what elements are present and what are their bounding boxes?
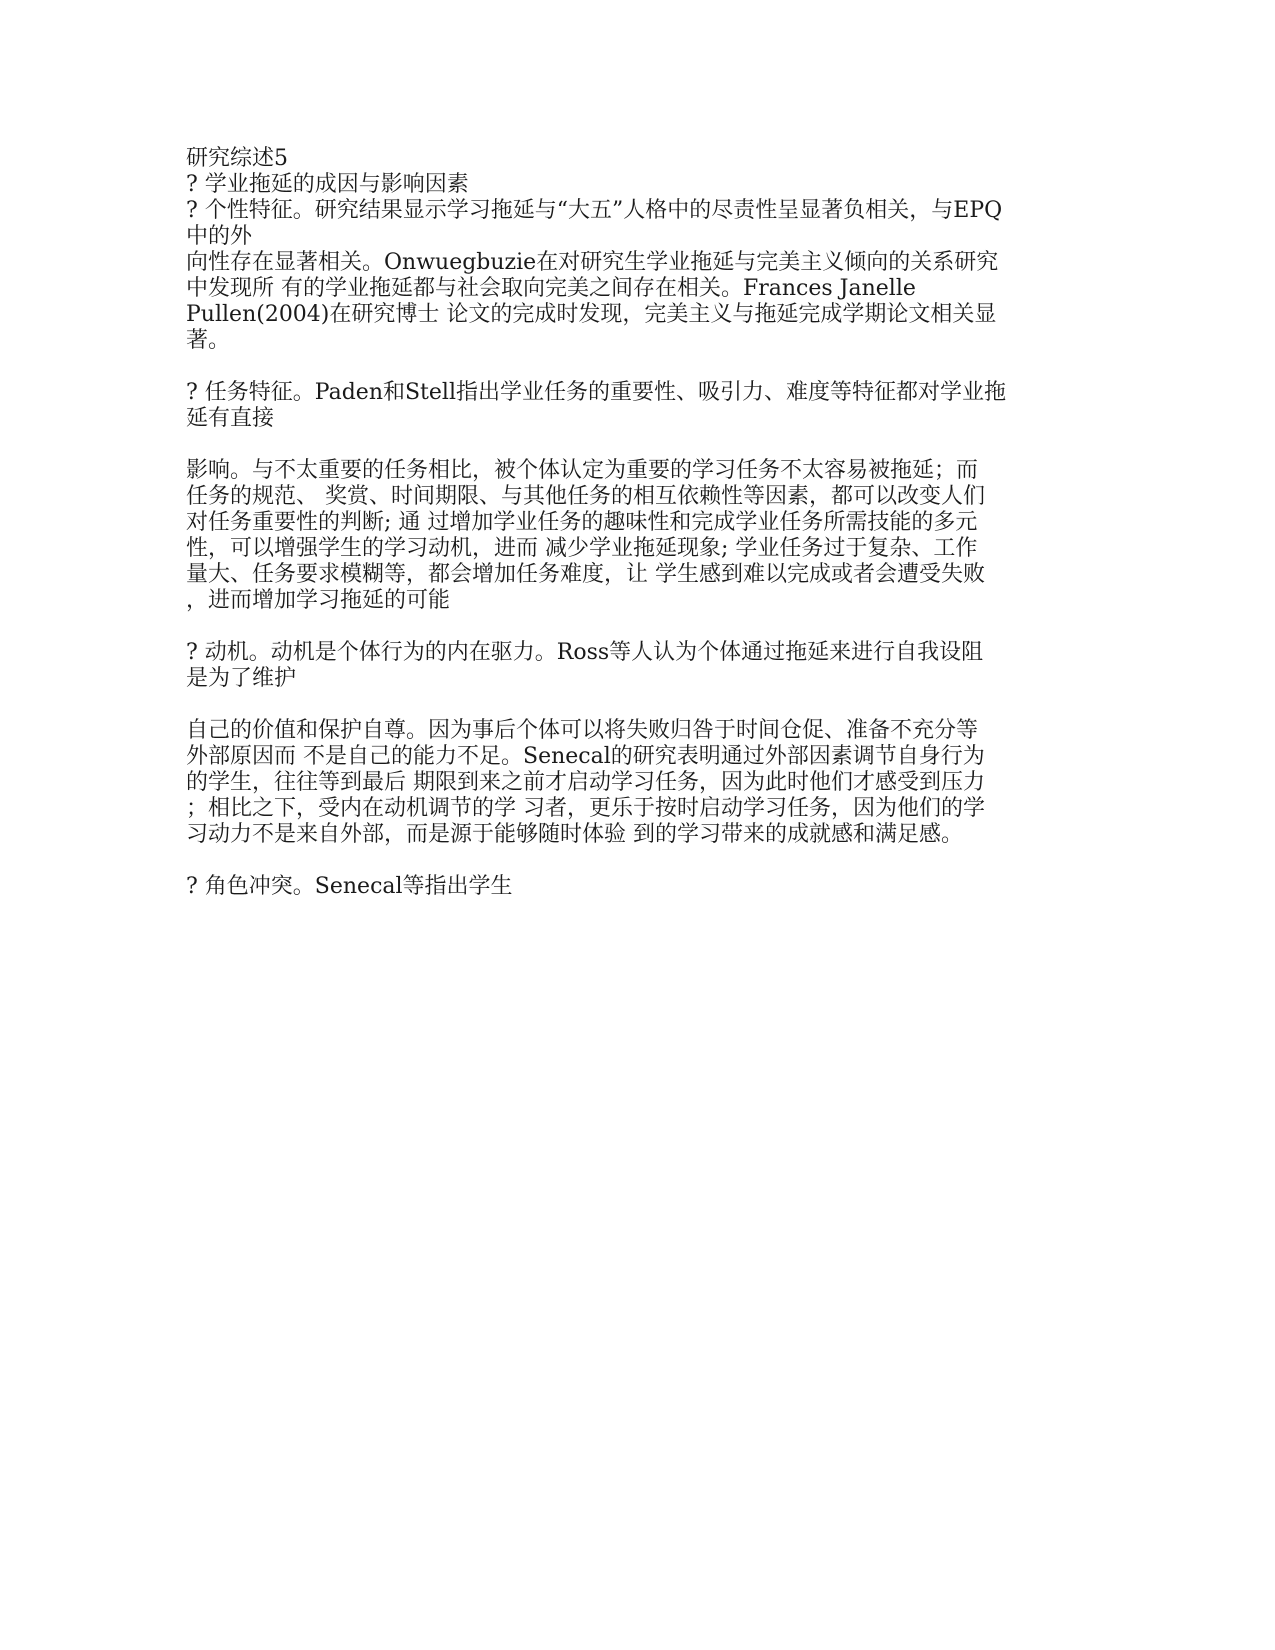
paragraph-gap — [186, 432, 1086, 458]
text-line: 延有直接 — [186, 406, 275, 431]
text-line: Pullen(2004)在研究博士 论文的完成时发现，完美主义与拖延完成学期论文相关显 — [186, 302, 997, 327]
text-line: 自己的价值和保护自尊。因为事后个体可以将失败归咎于时间仓促、准备不充分等 — [186, 718, 979, 743]
text-line: ，进而增加学习拖延的可能 — [186, 588, 451, 613]
text-line: 是为了维护 — [186, 666, 297, 691]
text-line: 对任务重要性的判断; 通 过增加学业任务的趣味性和完成学业任务所需技能的多元 — [186, 510, 978, 535]
text-line: 量大、任务要求模糊等，都会增加任务难度，让 学生感到难以完成或者会遭受失败 — [186, 562, 985, 587]
text-line: 著。 — [186, 328, 231, 353]
text-line: ? 动机。动机是个体行为的内在驱力。Ross等人认为个体通过拖延来进行自我设阻 — [186, 640, 984, 665]
heading-causes: ? 学业拖延的成因与影响因素 — [186, 172, 469, 197]
text-line: 性，可以增强学生的学习动机，进而 减少学业拖延现象; 学业任务过于复杂、工作 — [186, 536, 978, 561]
paragraph-gap — [186, 354, 1086, 380]
paragraph-gap — [186, 692, 1086, 718]
text-line: 习动力不是来自外部，而是源于能够随时体验 到的学习带来的成就感和满足感。 — [186, 822, 963, 847]
paragraph-gap — [186, 614, 1086, 640]
text-line: ? 角色冲突。Senecal等指出学生 — [186, 874, 513, 899]
text-line: ? 任务特征。Paden和Stell指出学业任务的重要性、吸引力、难度等特征都对学业拖 — [186, 380, 1006, 405]
text-line: 任务的规范、 奖赏、时间期限、与其他任务的相互依赖性等因素，都可以改变人们 — [186, 484, 985, 509]
document-page — [186, 146, 1086, 900]
paragraph-gap — [186, 848, 1086, 874]
text-line: 的学生，往往等到最后 期限到来之前才启动学习任务，因为此时他们才感受到压力 — [186, 770, 985, 795]
text-line: 中的外 — [186, 224, 253, 249]
document-title: 研究综述5 — [186, 146, 288, 171]
text-line: 外部原因而 不是自己的能力不足。Senecal的研究表明通过外部因素调节自身行为 — [186, 744, 985, 769]
text-line: 中发现所 有的学业拖延都与社会取向完美之间存在相关。Frances Janelle — [186, 276, 916, 301]
text-line: ；相比之下，受内在动机调节的学 习者，更乐于按时启动学习任务，因为他们的学 — [186, 796, 985, 821]
text-line: 影响。与不太重要的任务相比，被个体认定为重要的学习任务不太容易被拖延；而 — [186, 458, 979, 483]
text-line: 向性存在显著相关。Onwuegbuzie在对研究生学业拖延与完美主义倾向的关系研究 — [186, 250, 999, 275]
text-line: ? 个性特征。研究结果显示学习拖延与“大五”人格中的尽责性呈显著负相关，与EPQ — [186, 198, 1003, 223]
